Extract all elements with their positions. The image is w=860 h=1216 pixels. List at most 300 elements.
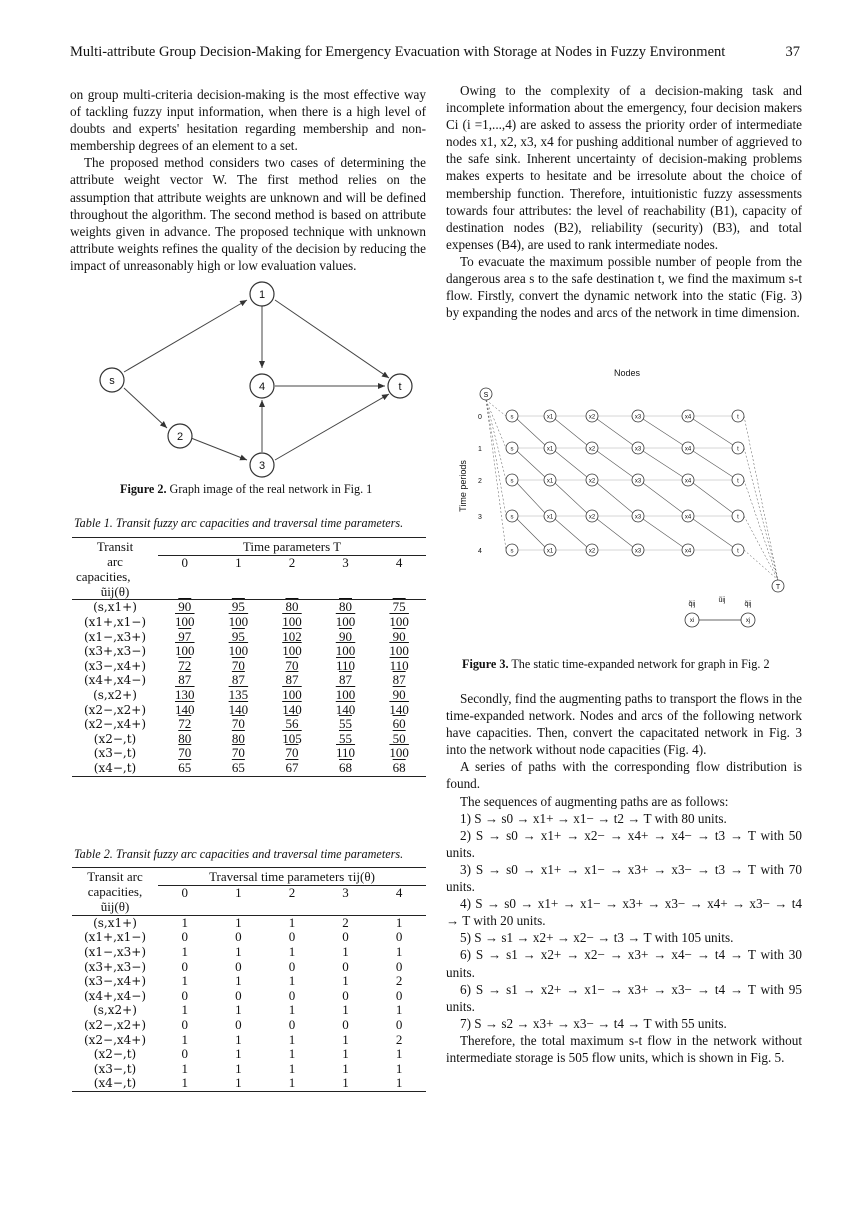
table-cell: 140 bbox=[335, 701, 356, 717]
table-cell: 1 bbox=[235, 1002, 242, 1018]
sink-arc bbox=[744, 416, 778, 580]
table-cell: 100 bbox=[228, 643, 249, 659]
table-row bbox=[72, 1047, 426, 1062]
table-cell: 70 bbox=[285, 745, 299, 761]
table-cell: 135 bbox=[228, 686, 249, 702]
table-2 bbox=[72, 870, 426, 1092]
table-rule bbox=[72, 537, 426, 538]
table-cell: 87 bbox=[339, 672, 353, 688]
table-cell: 1 bbox=[342, 1031, 349, 1047]
table-cell: 100 bbox=[282, 643, 302, 659]
column-header: 1 bbox=[235, 884, 242, 900]
table-2-caption: Table 2. Transit fuzzy arc capacities and traversal time parameters. bbox=[74, 847, 404, 861]
running-title: Multi-attribute Group Decision-Making for Emergency Evacuation with Storage at Nodes in Fuzzy Environment bbox=[70, 44, 726, 60]
table-header-cell: capacities, bbox=[87, 884, 143, 900]
table-cell: 1 bbox=[235, 1046, 242, 1062]
table-cell: 1 bbox=[235, 1075, 242, 1091]
table-cell: 1 bbox=[288, 914, 296, 930]
source-arc bbox=[486, 400, 506, 416]
augmenting-path: 5) S → s1 → x2+ → x2− → t3 → T with 105 units. bbox=[460, 930, 734, 946]
table-cell: 105 bbox=[282, 730, 302, 746]
time-arc bbox=[555, 483, 587, 513]
table-cell: 56 bbox=[285, 716, 299, 732]
arc-label: (x1−,x3+) bbox=[83, 944, 147, 959]
time-arc bbox=[643, 519, 683, 547]
table-cell: 1 bbox=[288, 1075, 296, 1091]
table-cell: 1 bbox=[288, 1060, 296, 1076]
table-cell: 90 bbox=[178, 599, 192, 615]
table-cell: 0 bbox=[288, 987, 296, 1003]
table-cell: 0 bbox=[395, 958, 403, 974]
arc-label: (x3+,x3−) bbox=[83, 959, 147, 974]
paragraph: Secondly, find the augmenting paths to transport the flows in the time-expanded network. Nodes and arcs of the following network have capacities. Then, convert the capacitated network in Fig. 3 into the network without node capacities (Fig. 4). bbox=[446, 691, 802, 758]
table-cell: 102 bbox=[282, 628, 302, 644]
table-cell: 1 bbox=[395, 914, 403, 930]
arc-label: (x4−,t) bbox=[93, 1076, 137, 1091]
arc-label: (x3−,t) bbox=[93, 746, 137, 761]
table-cell: 0 bbox=[181, 929, 189, 945]
figure-3-caption bbox=[462, 657, 770, 672]
node-label: x4 bbox=[684, 548, 692, 555]
time-arc bbox=[597, 419, 633, 445]
table-cell: 100 bbox=[389, 643, 409, 659]
time-arc bbox=[555, 451, 587, 477]
node-label: x3 bbox=[634, 414, 642, 421]
node-label: x4 bbox=[684, 446, 692, 453]
paragraph: The sequences of augmenting paths are as follows: bbox=[460, 793, 729, 809]
arc-label: (x4+,x4−) bbox=[83, 988, 147, 1003]
node-label: x2 bbox=[588, 514, 596, 521]
time-arc bbox=[693, 483, 733, 513]
table-cell: 87 bbox=[285, 672, 299, 688]
node-label: x4 bbox=[684, 414, 692, 421]
paragraph: on group multi-criteria decision-making is the most effective way of tackling fuzzy input information, when there is a high level of doubts and experts' hesitation regarding membership and non-membership degrees of an element to a set. bbox=[70, 87, 426, 154]
table-cell: 50 bbox=[392, 730, 406, 746]
time-arc bbox=[643, 483, 683, 513]
table-cell: 1 bbox=[181, 1075, 189, 1091]
table-header-cell: capacities, bbox=[76, 569, 131, 585]
table-row bbox=[72, 761, 426, 776]
table-header-cell: Transit arc bbox=[87, 869, 143, 885]
legend-node-label: xj bbox=[745, 618, 751, 624]
table-cell: 0 bbox=[342, 929, 349, 945]
table-cell: 100 bbox=[389, 613, 409, 629]
table-row bbox=[72, 1003, 426, 1018]
node-label: t bbox=[737, 514, 739, 521]
node-label: s bbox=[510, 446, 514, 453]
table-row bbox=[72, 600, 426, 615]
table-row bbox=[72, 974, 426, 989]
node-label: x1 bbox=[546, 548, 554, 555]
caption-text: The static time-expanded network for graph in Fig. 2 bbox=[511, 657, 770, 671]
source-arc bbox=[486, 400, 506, 480]
period-label: 2 bbox=[478, 478, 482, 485]
node-label: s bbox=[510, 548, 514, 555]
time-arc bbox=[597, 483, 633, 513]
table-cell: 70 bbox=[231, 745, 245, 761]
table-row bbox=[72, 615, 426, 630]
figure-2-caption bbox=[120, 482, 372, 497]
table-1 bbox=[72, 540, 426, 777]
sink-arc bbox=[744, 480, 778, 580]
table-cell: 0 bbox=[342, 958, 349, 974]
table-cell: 100 bbox=[389, 745, 409, 761]
table-cell: 1 bbox=[181, 943, 189, 959]
table-cell: 130 bbox=[175, 686, 195, 702]
arc-label: (s,x1+) bbox=[93, 915, 137, 930]
column-header: 0 bbox=[181, 554, 189, 570]
table-cell: 0 bbox=[395, 987, 403, 1003]
table-cell: 110 bbox=[389, 657, 409, 673]
table-1-caption: Table 1. Transit fuzzy arc capacities and traversal time parameters. bbox=[74, 516, 404, 530]
legend-node-label: xi bbox=[689, 618, 695, 624]
table-cell: 0 bbox=[342, 987, 349, 1003]
table-row bbox=[72, 717, 426, 732]
table-cell: 70 bbox=[231, 716, 245, 732]
table-row bbox=[72, 989, 426, 1004]
table-cell: 70 bbox=[231, 657, 245, 673]
time-arc bbox=[555, 419, 587, 445]
table-cell: 0 bbox=[181, 958, 189, 974]
time-arc bbox=[555, 519, 587, 547]
arc-label: (x1+,x1−) bbox=[83, 614, 147, 629]
table-cell: 1 bbox=[181, 914, 189, 930]
table-cell: 0 bbox=[181, 987, 189, 1003]
arc-label: (x3+,x3−) bbox=[83, 644, 147, 659]
table-cell: 100 bbox=[335, 613, 356, 629]
node-label: t bbox=[398, 381, 402, 393]
table-cell: 80 bbox=[178, 730, 192, 746]
table-row bbox=[72, 1076, 426, 1091]
table-row bbox=[72, 930, 426, 945]
table-cell: 72 bbox=[178, 657, 192, 673]
arc-label: (s,x2+) bbox=[93, 1003, 137, 1018]
sink-label: T bbox=[775, 584, 781, 591]
paragraph: The proposed method considers two cases of determining the attribute weight vector W. The first method relies on the assumption that attribute weights are unknown and will be defined throughout the algorithm. The second method is based on attribute weights given in advance. The proposed technique with unknown attribute weights refines the quality of the decision by reducing the impact of unreasonably high or low evaluation values. bbox=[70, 155, 426, 273]
table-cell: 95 bbox=[231, 599, 245, 615]
paragraph: Therefore, the total maximum s-t flow in the network without intermediate storage is 505 flow units, which is shown in Fig. 5. bbox=[446, 1032, 802, 1065]
table-cell: 1 bbox=[342, 1075, 349, 1091]
paragraph: To evacuate the maximum possible number of people from the dangerous area s to the safe destination t, we find the maximum s-t flow. Firstly, convert the dynamic network into the static (Fig. 3) by expanding the nodes and arcs of the network in time dimension. bbox=[446, 253, 802, 321]
table-cell: 1 bbox=[342, 943, 349, 959]
table-cell: 80 bbox=[339, 599, 353, 615]
table-cell: 67 bbox=[285, 759, 299, 775]
table-cell: 87 bbox=[392, 672, 406, 688]
time-arc bbox=[517, 419, 545, 445]
table-cell: 1 bbox=[181, 1031, 189, 1047]
node-label: t bbox=[737, 446, 739, 453]
table-cell: 65 bbox=[178, 759, 192, 775]
table-cell: 100 bbox=[228, 613, 249, 629]
table-cell: 140 bbox=[228, 701, 249, 717]
column-header: 4 bbox=[395, 884, 403, 900]
node-label: x1 bbox=[546, 446, 554, 453]
table-cell: 1 bbox=[395, 1002, 403, 1018]
table-header-cell: arc bbox=[107, 554, 123, 570]
time-arc bbox=[643, 451, 683, 477]
table-cell: 2 bbox=[342, 914, 349, 930]
arc-label: (x2−,t) bbox=[93, 1047, 137, 1062]
table-cell: 1 bbox=[342, 973, 349, 989]
node-label: x2 bbox=[588, 414, 596, 421]
arc-label: (x3−,t) bbox=[93, 1061, 137, 1076]
table-cell: 100 bbox=[175, 613, 195, 629]
table-rule bbox=[72, 867, 426, 868]
table-cell: 1 bbox=[235, 943, 242, 959]
table-cell: 100 bbox=[282, 613, 302, 629]
table-cell: 0 bbox=[288, 929, 296, 945]
augmenting-path: 7) S → s2 → x3+ → x3− → t4 → T with 55 units. bbox=[460, 1015, 727, 1031]
left-column-text bbox=[70, 86, 426, 274]
table-cell: 87 bbox=[178, 672, 192, 688]
axis-label: Time periods bbox=[458, 460, 468, 512]
time-arc bbox=[693, 519, 733, 547]
node-label: 3 bbox=[258, 460, 266, 472]
source-arc bbox=[486, 400, 506, 550]
arc-label: (s,x1+) bbox=[93, 600, 137, 615]
table-row bbox=[72, 746, 426, 761]
table-cell: 1 bbox=[342, 1046, 349, 1062]
augmenting-path-list bbox=[446, 810, 802, 1032]
table-cell: 140 bbox=[175, 701, 195, 717]
table-cell: 2 bbox=[395, 973, 403, 989]
table-cell: 80 bbox=[231, 730, 245, 746]
column-header: 3 bbox=[342, 554, 349, 570]
column-header: 0 bbox=[181, 884, 189, 900]
column-header: 3 bbox=[342, 884, 349, 900]
table-row bbox=[72, 703, 426, 718]
arc-label: (x1+,x1−) bbox=[83, 930, 147, 945]
arc-label: (x2−,x4+) bbox=[83, 1032, 147, 1047]
table-cell: 0 bbox=[181, 1046, 189, 1062]
node-text: S bbox=[483, 392, 489, 399]
table-cell: 140 bbox=[389, 701, 409, 717]
table-cell: 0 bbox=[288, 958, 296, 974]
table-cell: 100 bbox=[175, 643, 195, 659]
table-cell: 1 bbox=[288, 1031, 296, 1047]
arc-label: (x4+,x4−) bbox=[83, 673, 147, 688]
source-arc bbox=[486, 400, 506, 516]
table-cell: 1 bbox=[342, 1002, 349, 1018]
arc-label: (x2−,x4+) bbox=[83, 717, 147, 732]
table-cell: 1 bbox=[395, 1046, 403, 1062]
right-column-text-top bbox=[446, 82, 802, 321]
table-cell: 55 bbox=[339, 730, 353, 746]
table-cell: 0 bbox=[342, 1016, 349, 1032]
table-cell: 1 bbox=[235, 1031, 242, 1047]
arc-label: (x2−,x2+) bbox=[83, 1017, 147, 1032]
table-cell: 75 bbox=[392, 599, 406, 615]
table-cell: 0 bbox=[235, 929, 242, 945]
period-label: 4 bbox=[478, 548, 482, 555]
time-arc bbox=[693, 451, 733, 477]
table-row bbox=[72, 945, 426, 960]
table-cell: 0 bbox=[235, 958, 242, 974]
table-cell: 90 bbox=[392, 628, 406, 644]
table-row bbox=[72, 659, 426, 674]
table-cell: 1 bbox=[395, 943, 403, 959]
table-cell: 80 bbox=[285, 599, 299, 615]
right-column-text-bottom bbox=[446, 690, 802, 1066]
table-cell: 70 bbox=[285, 657, 299, 673]
table-row bbox=[72, 1018, 426, 1033]
sink-arc bbox=[744, 516, 778, 580]
table-cell: 0 bbox=[235, 1016, 242, 1032]
table-cell: 68 bbox=[392, 759, 406, 775]
arc-label: (x2−,x2+) bbox=[83, 702, 147, 717]
node-label: x2 bbox=[588, 548, 596, 555]
node-label: t bbox=[737, 478, 739, 485]
table-row bbox=[72, 1062, 426, 1077]
sink-arc bbox=[744, 448, 778, 580]
table-cell: 1 bbox=[235, 973, 242, 989]
table-cell: 1 bbox=[288, 943, 296, 959]
node-label: t bbox=[737, 414, 739, 421]
table-cell: 55 bbox=[339, 716, 353, 732]
table-cell: 1 bbox=[288, 1002, 296, 1018]
table-row bbox=[72, 1033, 426, 1048]
table-cell: 2 bbox=[395, 1031, 403, 1047]
table-row bbox=[72, 915, 426, 930]
caption-text: Graph image of the real network in Fig. 1 bbox=[169, 482, 373, 496]
time-arc bbox=[597, 451, 633, 477]
arc-label: (x2−,t) bbox=[93, 731, 137, 746]
table-cell: 70 bbox=[178, 745, 192, 761]
node-label: t bbox=[737, 548, 739, 555]
time-arc bbox=[517, 483, 545, 513]
column-header: 4 bbox=[395, 554, 403, 570]
node-label: 1 bbox=[258, 289, 266, 301]
node-label: s bbox=[510, 514, 514, 521]
running-header bbox=[70, 44, 800, 61]
table-header-cell: ũij(θ) bbox=[100, 583, 130, 599]
table-cell: 1 bbox=[342, 1060, 349, 1076]
table-cell: 1 bbox=[235, 914, 242, 930]
table-cell: 87 bbox=[231, 672, 245, 688]
node-label: x4 bbox=[684, 514, 692, 521]
table-cell: 100 bbox=[335, 686, 356, 702]
augmenting-path: 1) S → s0 → x1+ → x1− → t2 → T with 80 units. bbox=[460, 810, 727, 826]
table-cell: 1 bbox=[181, 1002, 189, 1018]
table-cell: 68 bbox=[339, 759, 353, 775]
node-label: x3 bbox=[634, 514, 642, 521]
table-cell: 0 bbox=[181, 1016, 189, 1032]
arc-label: (s,x2+) bbox=[93, 687, 137, 702]
table-cell: 0 bbox=[395, 1016, 403, 1032]
time-arc bbox=[597, 519, 633, 547]
node-label: x3 bbox=[634, 548, 642, 555]
caption-label: Figure 2. bbox=[120, 482, 167, 496]
node-label: s bbox=[510, 478, 514, 485]
figure-3-network bbox=[452, 366, 802, 636]
node-label: s bbox=[109, 375, 115, 387]
figure-2-graph bbox=[95, 280, 425, 480]
augmenting-path: 2) S → s0 → x1+ → x2− → x4+ → x4− → t3 → T with 50 units. bbox=[446, 827, 802, 860]
arc-label: (x3−,x4+) bbox=[83, 974, 147, 989]
table-cell: 1 bbox=[181, 973, 189, 989]
period-label: 3 bbox=[478, 514, 482, 521]
table-cell: 72 bbox=[178, 716, 192, 732]
augmenting-path: 3) S → s0 → x1+ → x1− → x3+ → x3− → t3 → T with 70 units. bbox=[446, 861, 802, 895]
augmenting-path: 4) S → s0 → x1+ → x1− → x3+ → x3− → x4+ → x3− → t4 → T with 20 units. bbox=[446, 896, 802, 929]
table-row bbox=[72, 673, 426, 688]
table-cell: 110 bbox=[336, 657, 356, 673]
table-cell: 90 bbox=[392, 686, 406, 702]
table-cell: 0 bbox=[235, 987, 242, 1003]
table-cell: 0 bbox=[288, 1016, 296, 1032]
table-cell: 1 bbox=[395, 1060, 403, 1076]
column-header: 2 bbox=[288, 554, 296, 570]
column-header: 1 bbox=[235, 554, 242, 570]
table-cell: 100 bbox=[282, 686, 302, 702]
node-label: x1 bbox=[546, 414, 554, 421]
table-header-cell: Transit bbox=[96, 539, 134, 555]
table-row bbox=[72, 644, 426, 659]
table-cell: 1 bbox=[288, 1046, 296, 1062]
time-arc bbox=[693, 419, 733, 445]
time-arc bbox=[517, 451, 545, 477]
table-row bbox=[72, 960, 426, 975]
table-row bbox=[72, 732, 426, 747]
legend-label: q̃ij bbox=[688, 601, 696, 608]
arc-label: (x1−,x3+) bbox=[83, 629, 147, 644]
arc-label: (x4−,t) bbox=[93, 760, 137, 775]
node-label: x2 bbox=[588, 446, 596, 453]
node-label: 2 bbox=[176, 431, 184, 443]
paragraph: A series of paths with the corresponding flow distribution is found. bbox=[446, 759, 802, 792]
table-group-header: Traversal time parameters τij(θ) bbox=[158, 870, 426, 885]
legend-label: ũij bbox=[718, 597, 726, 604]
arc-label: (x3−,x4+) bbox=[83, 658, 147, 673]
column-header: 2 bbox=[288, 884, 296, 900]
table-group-header: Time parameters T bbox=[158, 540, 426, 555]
table-cell: 140 bbox=[282, 701, 302, 717]
period-label: 0 bbox=[478, 414, 482, 421]
table-cell: 0 bbox=[395, 929, 403, 945]
node-label: x2 bbox=[588, 478, 596, 485]
table-cell: 100 bbox=[335, 643, 356, 659]
table-cell: 90 bbox=[339, 628, 353, 644]
augmenting-path: 6) S → s1 → x2+ → x1− → x3+ → x3− → t4 → T with 95 units. bbox=[446, 981, 802, 1014]
table-cell: 60 bbox=[392, 716, 406, 732]
node-label: x3 bbox=[634, 478, 642, 485]
table-cell: 1 bbox=[235, 1060, 242, 1076]
node-label: x1 bbox=[546, 478, 554, 485]
legend-label: q̃ij bbox=[744, 601, 752, 608]
node-label: x4 bbox=[684, 478, 692, 485]
time-arc bbox=[517, 519, 545, 547]
paragraph: Owing to the complexity of a decision-making task and incomplete information about the emergency, four decision makers Ci (i =1,...,4) are asked to assess the priority order of intermediate nodes x1, x2, x3, x4 for pushing additional number of aggrieved to the safe sink. Inherent uncertainty of decision-making problems makes experts to hesitate and be irresolute about the choice of membership function. Therefore, intuitionistic fuzzy assessments towards four attributes: the level of reachability (B1), capacity of destination nodes (B2), reliability (security) (B3), and total expenses (B4), are used to rank intermediate nodes. bbox=[446, 83, 802, 252]
table-cell: 65 bbox=[231, 759, 245, 775]
table-row bbox=[72, 630, 426, 645]
axis-label: Nodes bbox=[613, 368, 641, 378]
period-label: 1 bbox=[478, 446, 482, 453]
table-cell: 1 bbox=[288, 973, 296, 989]
node-label: s bbox=[510, 414, 514, 421]
augmenting-path: 6) S → s1 → x2+ → x2− → x3+ → x4− → t4 → T with 30 units. bbox=[446, 947, 802, 980]
table-cell: 95 bbox=[231, 628, 245, 644]
node-label: x1 bbox=[546, 514, 554, 521]
table-cell: 1 bbox=[181, 1060, 189, 1076]
table-row bbox=[72, 688, 426, 703]
table-cell: 97 bbox=[178, 628, 192, 644]
table-cell: 1 bbox=[395, 1075, 403, 1091]
table-header-cell: ũij(θ) bbox=[100, 899, 130, 915]
node-label: x3 bbox=[634, 446, 642, 453]
table-cell: 110 bbox=[336, 745, 356, 761]
caption-label: Figure 3. bbox=[462, 657, 509, 671]
node-label: 4 bbox=[258, 381, 266, 393]
